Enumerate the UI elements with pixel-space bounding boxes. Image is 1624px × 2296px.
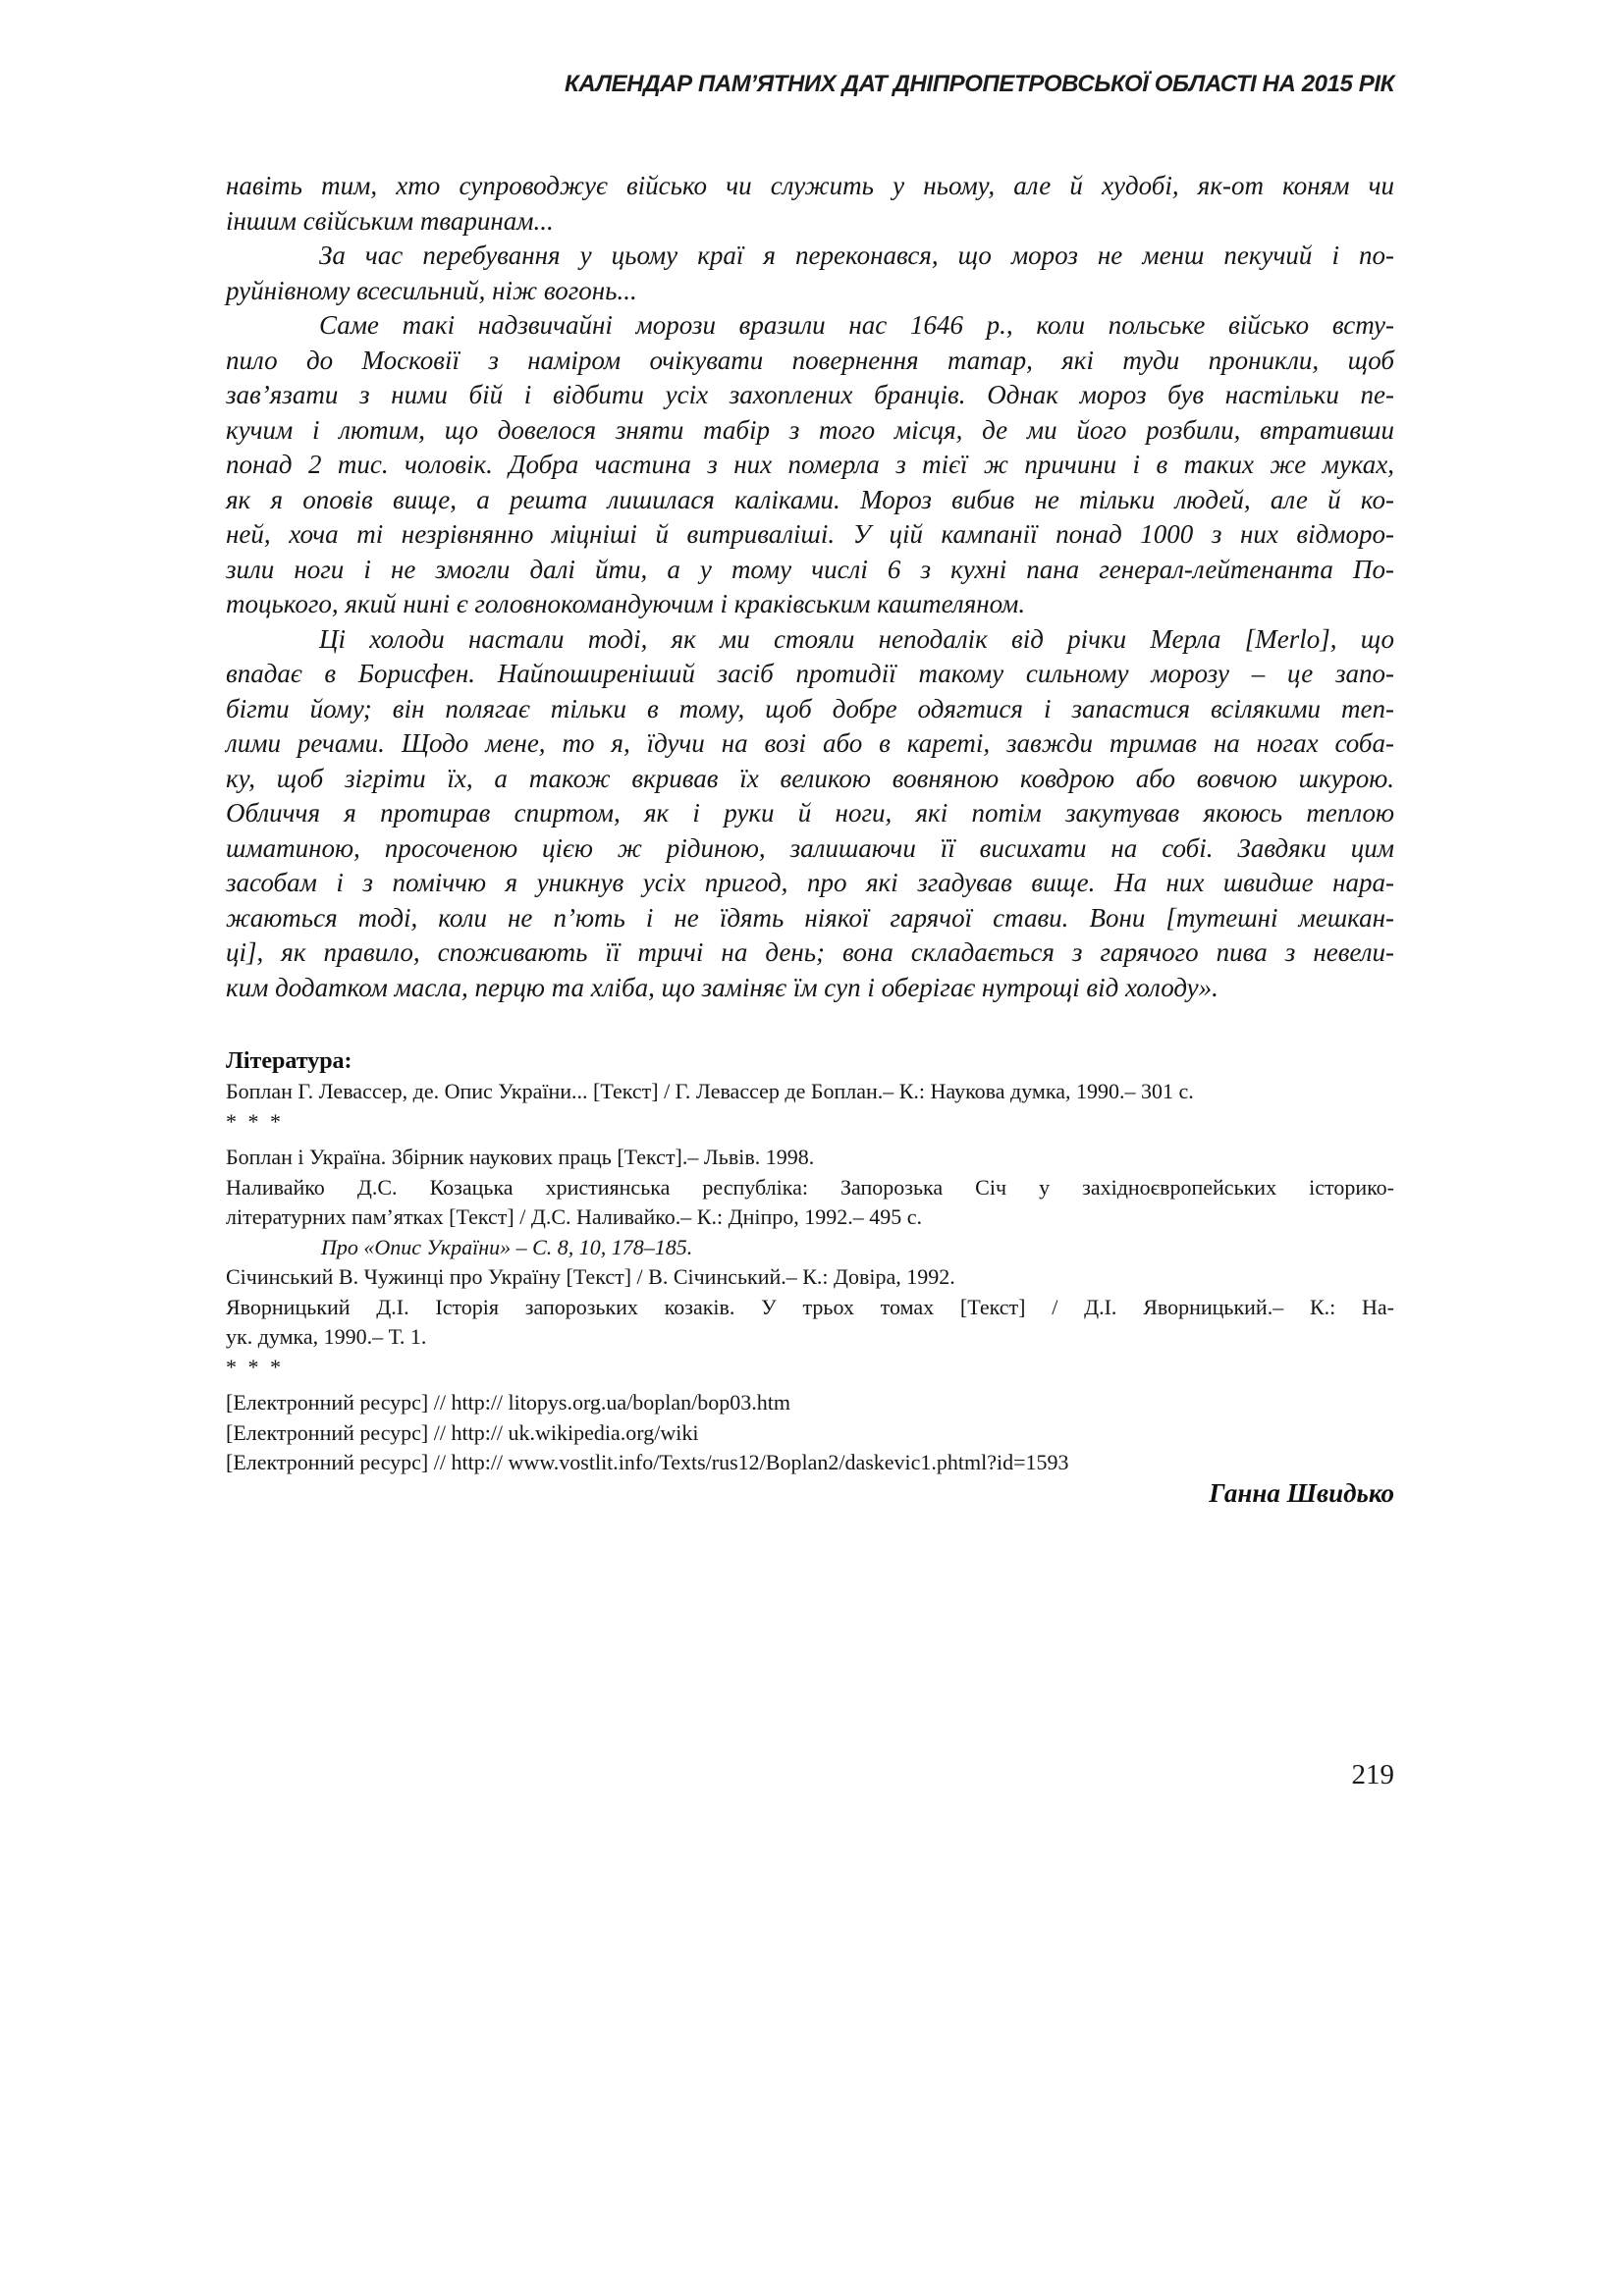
page-content xyxy=(226,169,1394,1508)
separator-stars: * * * xyxy=(226,1354,284,1379)
quote-line: як я оповів вище, а решта лишилася каліками. Мороз вибив не тільки людей, але й ко- xyxy=(226,484,1394,514)
author-signature: Ганна Швидько xyxy=(1209,1477,1394,1508)
quote-line: впадає в Борисфен. Найпоширеніший засіб протидії такому сильному морозу – це запо- xyxy=(226,659,1394,688)
quote-line: бігти йому; він полягає тільки в тому, щоб добре одягтися і запастися всілякими теп- xyxy=(226,693,1394,723)
quote-text xyxy=(226,169,1394,1005)
literature-entry: Про «Опис України» – С. 8, 10, 178–185. xyxy=(321,1234,693,1259)
literature-entry: [Електронний ресурс] // http:// www.vostlit.info/Texts/rus12/Boplan2/daskevic1.phtml?id=1593 xyxy=(226,1450,1069,1474)
quote-line: лими речами. Щодо мене, то я, їдучи на возі або в кареті, завжди тримав на ногах соба- xyxy=(226,728,1394,758)
quote-line: навіть тим, хто супроводжує військо чи служить у ньому, але й худобі, як-от коням чи xyxy=(226,171,1394,200)
quote-line: засобам і з поміччю я уникнув усіх пригод, про які згадував вище. На них швидше нара- xyxy=(226,868,1394,897)
quote-line: шматиною, просоченою цією ж рідиною, залишаючи її висихати на собі. Завдяки цим xyxy=(226,832,1394,863)
quote-line: ней, хоча ті незрівнянно міцніші й витриваліші. У цій кампанії понад 1000 з них відморо- xyxy=(226,519,1394,549)
separator-stars: * * * xyxy=(226,1108,284,1134)
quote-line: Обличчя я протирав спиртом, як і руки й ноги, які потім закутував якоюсь теплою xyxy=(226,798,1394,828)
running-header: КАЛЕНДАР ПАМ’ЯТНИХ ДАТ ДНІПРОПЕТРОВСЬКОЇ ОБЛАСТІ НА 2015 РІК xyxy=(565,71,1394,97)
quote-line: ку, щоб зігріти їх, а також вкривав їх великою вовняною ковдрою або вовчою шкурою. xyxy=(226,763,1394,793)
literature-entry: Січинський В. Чужинці про Україну [Текст] / В. Січинський.– К.: Довіра, 1992. xyxy=(226,1264,955,1289)
literature-entry: Боплан і Україна. Збірник наукових праць [Текст].– Львів. 1998. xyxy=(226,1145,815,1169)
literature-entry: [Електронний ресурс] // http:// uk.wikipedia.org/wiki xyxy=(226,1419,699,1445)
literature-entry: Боплан Г. Левассер, де. Опис України... [Текст] / Г. Левассер де Боплан.– К.: Наукова думка, 1990.– 301 с. xyxy=(226,1079,1194,1103)
literature-entries xyxy=(226,1077,1394,1478)
quote-line: ці], як правило, споживають її тричі на день; вона складається з гарячого пива з невели- xyxy=(226,937,1394,967)
quote-line: понад 2 тис. чоловік. Добра частина з них померла з тієї ж причини і в таких же муках, xyxy=(226,450,1394,479)
quote-line: пило до Московії з наміром очікувати повернення татар, які туди проникли, щоб xyxy=(226,345,1394,375)
literature-entry: літературних пам’ятках [Текст] / Д.С. Наливайко.– К.: Дніпро, 1992.– 495 с. xyxy=(226,1204,923,1229)
page-number: 219 xyxy=(1351,1759,1394,1790)
literature-entry: [Електронний ресурс] // http:// litopys.org.ua/boplan/bop03.htm xyxy=(226,1390,790,1415)
quote-line: Саме такі надзвичайні морози вразили нас 1646 р., коли польське військо всту- xyxy=(319,310,1394,340)
quote-line: Ці холоди настали тоді, як ми стояли неподалік від річки Мерла [Merlo], що xyxy=(319,623,1394,654)
quote-line: За час перебування у цьому краї я переконався, що мороз не менш пекучий і по- xyxy=(319,240,1394,270)
quote-line: зили ноги і не змогли далі йти, а у тому числі 6 з кухні пана генерал-лейтенанта По- xyxy=(226,554,1394,584)
quote-line: ким додатком масла, перцю та хліба, що заміняє їм суп і оберігає нутрощі від холоду». xyxy=(226,972,1218,1002)
quote-line: кучим і лютим, що довелося зняти табір з того місця, де ми його розбили, втративши xyxy=(226,414,1394,445)
literature-entry: Яворницький Д.І. Історія запорозьких козаків. У трьох томах [Текст] / Д.І. Яворницький.– К.: На- xyxy=(226,1294,1394,1319)
quote-line: тоцького, який нині є головнокомандуючим і краківським каштеляном. xyxy=(226,589,1026,618)
quote-line: руйнівному всесильний, ніж вогонь... xyxy=(226,275,637,305)
quote-line: жаються тоді, коли не п’ють і не їдять ніякої гарячої стави. Вони [тутешні мешкан- xyxy=(226,902,1394,933)
literature-entry: ук. думка, 1990.– Т. 1. xyxy=(226,1324,427,1349)
literature-entry: Наливайко Д.С. Козацька християнська республіка: Запорозька Січ у західноєвропейських історико- xyxy=(226,1174,1394,1200)
quote-line: зав’язати з ними бій і відбити усіх захоплених бранців. Однак мороз був настільки пе- xyxy=(226,380,1394,409)
literature-heading: Література: xyxy=(226,1048,352,1074)
quote-line: іншим свійським тваринам... xyxy=(226,205,554,236)
